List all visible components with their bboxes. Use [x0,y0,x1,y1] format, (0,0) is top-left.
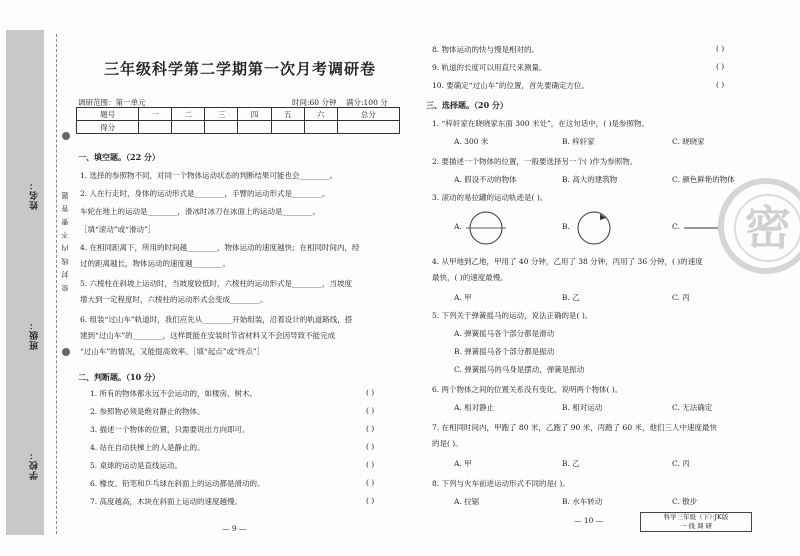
circle-path-diagram [462,208,512,248]
fill-question: 增大到一定程度时，六棱柱的运动形式会变成________。 [80,295,268,304]
judge-question: 8. 物体运动的快与慢是相对的。 [432,45,540,54]
judge-question: 7. 高度越高，木块在斜面上运动的速度越慢。 [90,497,243,506]
choice-question: 6. 两个物体之间的位置关系没有变化，说明两个物体( )。 [432,385,623,394]
judge-question: 4. 站在自动扶梯上的人是静止的。 [90,443,205,452]
score-header-row [77,108,400,121]
choice-option[interactable]: B. 水车转动 [562,497,603,506]
section-choice-title: 三、选择题。（20 分） [426,100,508,110]
judge-question: 6. 橡皮、铅笔和乒乓球在斜面上的运动都是滑动的。 [90,479,265,488]
fill-question: 2. 人在行走时，身体的运动形式是________，手臂的运动形式是________。 [80,189,330,198]
judge-question: 10. 要确定“过山车”的位置，首先要确定方位。 [432,81,589,90]
choice-option[interactable]: C. 弹簧摇马的马身是摆动，弹簧是振动 [454,365,585,374]
score-cell[interactable] [205,121,238,134]
full-score-text: 满分:100 分 [346,98,388,107]
choice-option[interactable]: B. [562,222,570,231]
fill-question: 6. 组装“过山车”轨道时，我们应先从________开始组装，沿着设计的轨道路线，搭 [80,315,353,324]
choice-option[interactable]: B. 梓轩家 [562,137,595,146]
choice-option[interactable]: A. 相对静止 [454,403,495,412]
judge-question: 1. 所有的物体都永远不会运动的，如楼房、树木。 [90,389,258,398]
binding-hole [62,132,70,140]
choice-option[interactable]: B. 乙 [562,293,580,302]
score-value-row [77,121,400,134]
choice-option[interactable]: A. [454,222,462,231]
answer-paren[interactable]: ( ) [366,496,375,505]
choice-option[interactable]: A. 甲 [454,459,472,468]
choice-option[interactable]: B. 弹簧摇马各个部分都是振动 [454,347,555,356]
score-cell[interactable] [337,121,399,134]
table-cell: 得分 [77,121,139,134]
choice-option[interactable]: A. 假设不动的物体 [454,175,517,184]
choice-option[interactable]: B. 相对运动 [562,403,603,412]
seal-line [56,34,57,534]
name-label: 姓名： [30,180,40,210]
table-cell: 四 [238,108,271,121]
judge-question: 2. 参照物必须是绝对静止的物体。 [90,407,205,416]
choice-option[interactable]: C. 丙 [672,293,690,302]
table-cell: 题号 [77,108,139,121]
choice-option[interactable]: A. 弹簧摇马各个部分都是滑动 [454,329,555,338]
section-judge-title: 二、判断题。（10 分） [78,372,160,382]
answer-paren[interactable]: ( ) [716,44,725,53]
choice-option[interactable]: C. [672,222,680,231]
choice-question: 4. 从甲地到乙地，甲用了 40 分钟，乙用了 38 分钟，丙用了 36 分钟，( )的速度 [432,257,703,266]
publisher-line: 一 线 调 研 [679,522,713,530]
table-cell: 一 [139,108,172,121]
class-label: 班级： [30,320,40,350]
confidential-stamp [718,178,800,274]
judge-question: 9. 轨道的长度可以用直尺来测量。 [432,63,547,72]
stamp-glyph: 密 [734,194,800,262]
fill-question: 5. 六棱柱在斜坡上运动时，当坡度较低时，六棱柱的运动形式是________，当坡度 [80,279,353,288]
fill-question: 4. 在相同距离下，所用的时间越________，物体运动的速度越快；在相同时间内，经 [80,243,360,252]
page-number-left: — 9 — [222,524,247,533]
binding-hole [62,348,70,356]
school-label: 学校： [30,450,40,480]
choice-option[interactable]: A. 甲 [454,293,472,302]
answer-paren[interactable]: ( ) [366,406,375,415]
fill-hint: ［填“滚动”或“滑动”］ [80,225,156,234]
choice-option[interactable]: A. 300 米 [454,137,489,146]
answer-paren[interactable]: ( ) [366,424,375,433]
choice-question: 7. 在相同时间内，甲跑了 80 米，乙跑了 90 米，丙跑了 60 米，他们三人中速度最快 [432,423,717,432]
choice-option[interactable]: C. 无法确定 [672,403,713,412]
table-cell: 总分 [337,108,399,121]
answer-paren[interactable]: ( ) [716,80,725,89]
time-text: 时间:60 分钟 [292,98,337,107]
choice-question: 5. 下列关于弹簧摇马的运动，说法正确的是( )。 [432,311,593,320]
choice-option[interactable]: A. 拉锯 [454,497,480,506]
table-cell: 六 [304,108,337,121]
judge-question: 5. 桌球的运动是直线运动。 [90,461,183,470]
table-cell: 五 [271,108,304,121]
answer-paren[interactable]: ( ) [366,442,375,451]
choice-question: 3. 滚动的易拉罐的运动轨迹是( )。 [432,193,548,202]
choice-question-cont: 最快，( )的速度最慢。 [432,273,508,282]
choice-question: 8. 下列与火车前进运动形式不同的是( )。 [432,479,570,488]
answer-paren[interactable]: ( ) [366,460,375,469]
exam-title: 三年级科学第二学期第一次月考调研卷 [103,60,376,78]
fill-question: “过山车”的情况，又能提高效率。［填“起点”或“终点”］ [80,347,265,356]
fill-question: 车轮在地上的运动是________，滑冰时冰刀在冰面上的运动是________。 [80,207,320,216]
choice-option[interactable]: B. 乙 [562,459,580,468]
score-table [76,107,400,134]
publisher-tag [640,512,752,532]
table-cell: 三 [205,108,238,121]
score-cell[interactable] [304,121,337,134]
choice-option[interactable]: C. 晓晓家 [672,137,705,146]
choice-option[interactable]: C. 散步 [672,497,698,506]
score-cell[interactable] [238,121,271,134]
seal-text: 密 封 线 内 不 要 答 题 [61,190,69,292]
publisher-line: 科学三年级（下）·JK版 [663,513,729,521]
choice-question: 1. “梓轩家在晓晓家东面 300 米处”，在这句话中，( )是参照物。 [432,119,650,128]
fill-question: 过的距离越长，物体运动的速度越________。 [80,259,230,268]
answer-paren[interactable]: ( ) [716,62,725,71]
choice-option[interactable]: C. 丙 [672,459,690,468]
fill-question: 建到“过山车”的________，这样既能在安装时节省材料又不会因导致不能完成 [80,331,336,340]
section-fill-title: 一、填空题。（22 分） [78,152,160,162]
judge-question: 3. 描述一个物体的位置，只需要说出方向即可。 [90,425,250,434]
page-number-right: — 10 — [574,516,604,525]
fill-question: 1. 选择的参照物不同，对同一个物体运动状态的判断结果可能也会________。 [80,171,338,180]
score-cell[interactable] [172,121,205,134]
answer-paren[interactable]: ( ) [366,478,375,487]
choice-question: 2. 要描述一个物体的位置，一般要选择另一个( )作为参照物。 [432,157,638,166]
choice-question-cont: 的是( )。 [432,439,463,448]
choice-option[interactable]: B. 高大的建筑物 [562,175,618,184]
scope-text: 调研范围：第一单元 [78,98,146,107]
table-cell: 二 [172,108,205,121]
choice-option[interactable]: C. 颜色鲜艳的物体 [672,175,735,184]
score-cell[interactable] [271,121,304,134]
answer-paren[interactable]: ( ) [366,388,375,397]
score-cell[interactable] [139,121,172,134]
rolling-path-diagram [570,208,620,248]
